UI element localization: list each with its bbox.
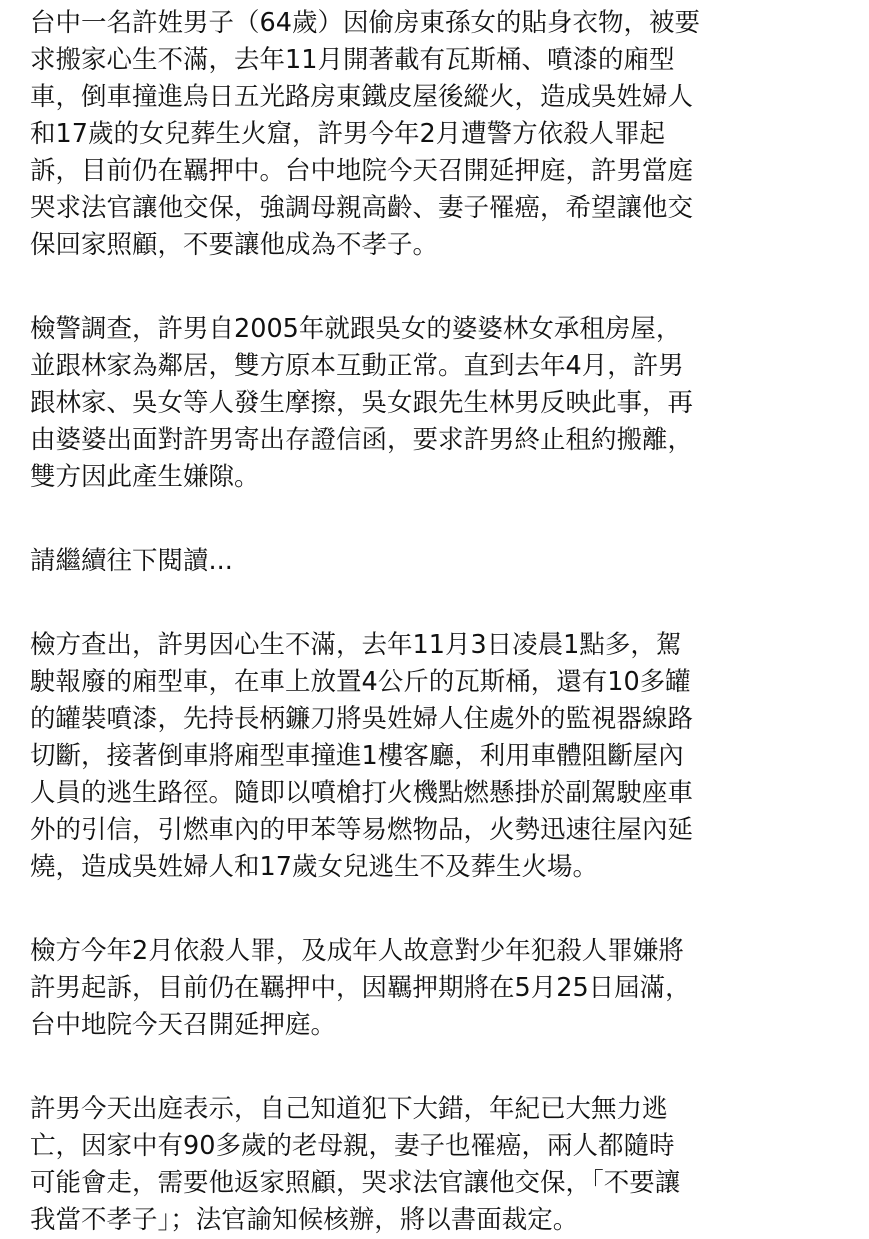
text-line: 跟林家、吳女等人發生摩擦，吳女跟先生林男反映此事，再 xyxy=(30,388,694,418)
paragraph-gap xyxy=(30,264,869,311)
text-line: 的罐裝噴漆，先持長柄鐮刀將吳姓婦人住處外的監視器線路 xyxy=(30,704,694,734)
text-line: 我當不孝子」；法官諭知候核辦，將以書面裁定。 xyxy=(30,1205,579,1235)
text-line: 哭求法官讓他交保，強調母親高齡、妻子罹癌，希望讓他交 xyxy=(30,193,694,223)
text-line: 可能會走，需要他返家照顧，哭求法官讓他交保，「不要讓 xyxy=(30,1168,681,1198)
text-line: 外的引信，引燃車內的甲苯等易燃物品，火勢迅速往屋內延 xyxy=(30,815,694,845)
text-line: 亡，因家中有90多歲的老母親，妻子也罹癌，兩人都隨時 xyxy=(30,1131,675,1161)
text-line: 人員的逃生路徑。隨即以噴槍打火機點燃懸掛於副駕駛座車 xyxy=(30,778,694,808)
text-line: 車，倒車撞進烏日五光路房東鐵皮屋後縱火，造成吳姓婦人 xyxy=(30,82,694,112)
text-line: 台中地院今天召開延押庭。 xyxy=(30,1010,337,1040)
text-line: 檢警調查，許男自2005年就跟吳女的婆婆林女承租房屋， xyxy=(30,314,682,344)
paragraph-investigation xyxy=(30,311,869,496)
paragraph-gap xyxy=(30,886,869,933)
text-line: 求搬家心生不滿，去年11月開著載有瓦斯桶、噴漆的廂型 xyxy=(30,45,675,75)
paragraph-court-statement xyxy=(30,1091,869,1239)
text-line: 許男起訴，目前仍在羈押中，因羈押期將在5月25日屆滿， xyxy=(30,973,691,1003)
paragraph-gap xyxy=(30,496,869,543)
continue-reading-text: 請繼續往下閱讀... xyxy=(30,546,233,576)
paragraph-gap xyxy=(30,1044,869,1091)
text-line: 台中一名許姓男子（64歲）因偷房東孫女的貼身衣物，被要 xyxy=(30,8,700,38)
text-line: 保回家照顧，不要讓他成為不孝子。 xyxy=(30,230,439,260)
paragraph-gap xyxy=(30,580,869,627)
paragraph-indictment xyxy=(30,933,869,1044)
text-line: 檢方今年2月依殺人罪，及成年人故意對少年犯殺人罪嫌將 xyxy=(30,936,684,966)
paragraph-arrest-summary xyxy=(30,5,869,264)
text-line: 由婆婆出面對許男寄出存證信函，要求許男終止租約搬離， xyxy=(30,425,694,455)
text-line: 雙方因此產生嫌隙。 xyxy=(30,462,260,492)
text-line: 許男今天出庭表示，自己知道犯下大錯，年紀已大無力逃 xyxy=(30,1094,668,1124)
text-line: 檢方查出，許男因心生不滿，去年11月3日凌晨1點多，駕 xyxy=(30,630,682,660)
paragraph-prosecution-findings xyxy=(30,627,869,886)
text-line: 和17歲的女兒葬生火窟，許男今年2月遭警方依殺人罪起 xyxy=(30,119,666,149)
text-line: 切斷，接著倒車將廂型車撞進1樓客廳，利用車體阻斷屋內 xyxy=(30,741,684,771)
text-line: 駛報廢的廂型車，在車上放置4公斤的瓦斯桶，還有10多罐 xyxy=(30,667,691,697)
paragraph-continue-reading xyxy=(30,543,869,580)
text-line: 並跟林家為鄰居，雙方原本互動正常。直到去年4月，許男 xyxy=(30,351,684,381)
text-line: 燒，造成吳姓婦人和17歲女兒逃生不及葬生火場。 xyxy=(30,852,598,882)
text-line: 訴，目前仍在羈押中。台中地院今天召開延押庭，許男當庭 xyxy=(30,156,694,186)
